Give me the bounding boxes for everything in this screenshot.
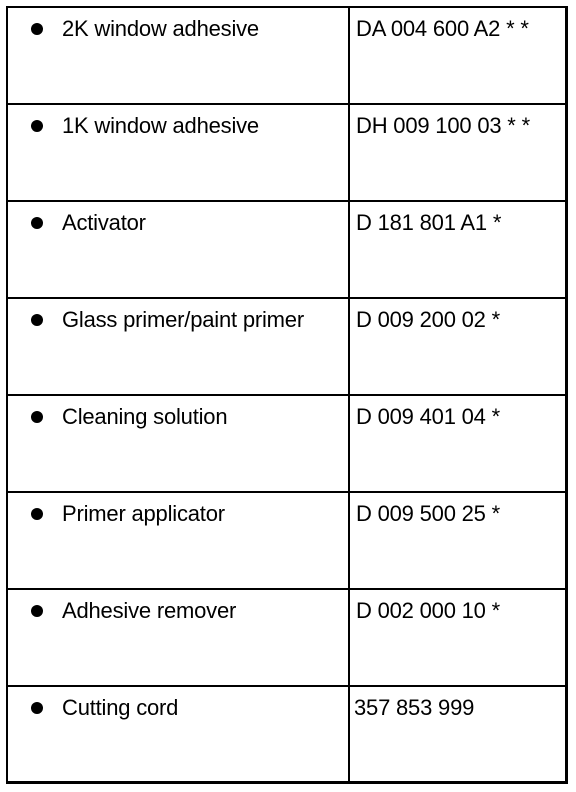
material-cell <box>8 202 348 297</box>
table-row <box>8 588 565 685</box>
material-cell <box>8 8 348 105</box>
part-number-cell <box>348 8 565 105</box>
material-name: Primer applicator <box>62 501 225 526</box>
bullet-icon <box>31 217 43 229</box>
part-number: D 009 401 04 * <box>356 404 500 429</box>
table-row <box>8 8 565 105</box>
material-cell <box>8 590 348 685</box>
material-name: 1K window adhesive <box>62 113 259 138</box>
part-number-cell <box>348 590 565 685</box>
part-number: D 009 200 02 * <box>356 307 500 332</box>
part-number-cell <box>348 396 565 491</box>
material-name: 2K window adhesive <box>62 16 259 41</box>
bullet-icon <box>31 411 43 423</box>
part-number: D 002 000 10 * <box>356 598 500 623</box>
bullet-icon <box>31 605 43 617</box>
part-number-cell <box>348 493 565 588</box>
material-name: Glass primer/paint primer <box>62 307 304 332</box>
part-number-cell <box>348 299 565 394</box>
material-cell <box>8 299 348 394</box>
table-row <box>8 685 565 781</box>
material-name: Cutting cord <box>62 695 179 720</box>
material-cell <box>8 105 348 200</box>
part-number: 357 853 999 <box>354 695 475 720</box>
part-number: DA 004 600 A2 * * <box>356 16 529 41</box>
table-row <box>8 200 565 297</box>
part-number-cell <box>348 105 565 200</box>
table-row <box>8 103 565 200</box>
bullet-icon <box>31 120 43 132</box>
material-name: Activator <box>62 210 146 235</box>
table-row <box>8 394 565 491</box>
bullet-icon <box>31 23 43 35</box>
material-name: Adhesive remover <box>62 598 237 623</box>
material-name: Cleaning solution <box>62 404 228 429</box>
bullet-icon <box>31 314 43 326</box>
material-cell <box>8 493 348 588</box>
material-cell <box>8 396 348 491</box>
table-row <box>8 297 565 394</box>
bullet-icon <box>31 702 43 714</box>
part-number-cell <box>348 687 565 781</box>
parts-table <box>6 6 568 784</box>
part-number: D 009 500 25 * <box>356 501 500 526</box>
part-number: DH 009 100 03 * * <box>356 113 530 138</box>
material-cell <box>8 687 348 781</box>
bullet-icon <box>31 508 43 520</box>
part-number-cell <box>348 202 565 297</box>
table-row <box>8 491 565 588</box>
part-number: D 181 801 A1 * <box>356 210 502 235</box>
